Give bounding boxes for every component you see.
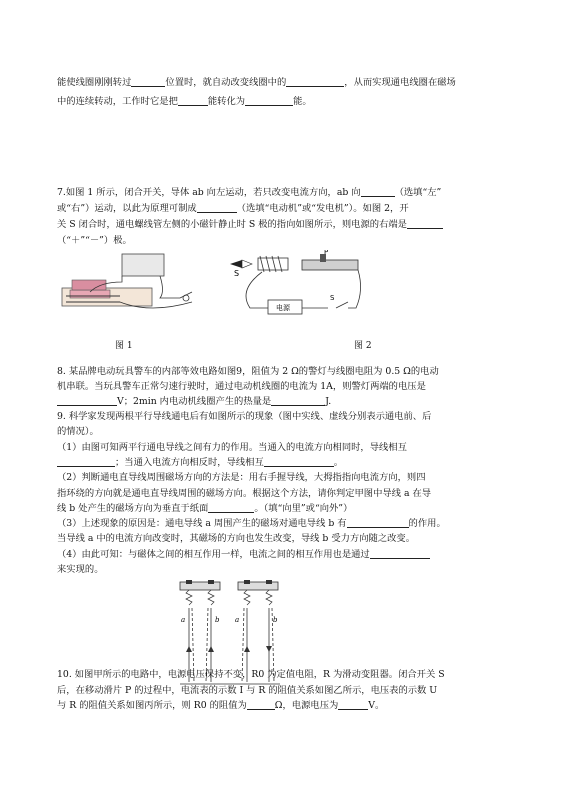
wire-a-label-2: a xyxy=(235,616,240,624)
blank xyxy=(247,699,275,710)
switch-label: S xyxy=(330,294,335,302)
text: （2）判断通电直导线周围磁场方向的方法是：用右手握导线，大拇指指向电流方向，则四 xyxy=(57,472,426,483)
blank xyxy=(208,502,254,513)
text: J. xyxy=(325,396,332,407)
q8-line-2 xyxy=(57,380,426,393)
text: 后，在移动滑片 P 的过程中，电流表的示数 I 与 R 的阻值关系如图乙所示，电压表的示数 U xyxy=(57,685,438,696)
text: ；当通入电流方向相反时，导线相互 xyxy=(115,457,264,468)
text: 的作用。 xyxy=(408,518,446,529)
q9-line-5 xyxy=(57,471,426,484)
text: V。 xyxy=(368,700,385,711)
q7-line-4 xyxy=(57,234,132,247)
q9-line-8 xyxy=(57,517,446,530)
q9-line-3 xyxy=(57,441,407,454)
figure-1-caption: 图 1 xyxy=(115,341,133,351)
blank xyxy=(131,76,165,87)
text: 与 R 的阻值关系如图丙所示，则 R0 的阻值为 xyxy=(57,700,247,711)
text: 10. 如图甲所示的电路中，电源电压保持不变，R0 为定值电阻，R 为滑动变阻器。闭合开关 S xyxy=(57,669,445,680)
q8-line-3 xyxy=(57,395,331,408)
text: （选填“电动机”或“发电机”）。如图 2，开 xyxy=(236,203,409,214)
text: （4）由此可知：与磁体之间的相互作用一样，电流之间的相互作用也是通过 xyxy=(57,549,370,560)
blank xyxy=(264,456,334,467)
text: 。 xyxy=(333,457,344,468)
compass-needle-icon xyxy=(230,260,242,268)
blank xyxy=(370,548,430,559)
power-label: 电源 xyxy=(276,304,290,312)
q9-line-9 xyxy=(57,532,415,545)
q9-line-6 xyxy=(57,487,431,500)
text: 中的连续转动，工作时它是把 xyxy=(57,96,178,107)
s-pole-label: S xyxy=(234,269,240,278)
text: 9. 科学家发现两根平行导线通电后有如图所示的现象（图中实线、虚线分别表示通电前、后 xyxy=(57,411,432,422)
text: 指环绕的方向就是通电直导线周围的磁场方向。根据这个方法，请你判定甲图中导线 a 在导 xyxy=(57,488,432,499)
text: Ω，电源电压为 xyxy=(274,700,339,711)
blank xyxy=(271,395,325,406)
top-line-1 xyxy=(57,76,456,89)
text: V；2min 内电动机线圈产生的热量是 xyxy=(117,396,272,407)
q10-line-2 xyxy=(57,684,437,697)
q7-line-1 xyxy=(57,186,441,199)
blank xyxy=(286,76,344,87)
q9-line-1 xyxy=(57,410,431,423)
blank xyxy=(347,517,409,528)
q10-line-3 xyxy=(57,699,384,712)
q9-line-10 xyxy=(57,548,430,561)
text: （“＋”“－”）极。 xyxy=(57,235,132,246)
text: 或“右”）运动，以此为原理可制成 xyxy=(57,203,197,214)
blank xyxy=(57,395,117,406)
figure-2-circuit xyxy=(228,250,368,326)
text: （1）由图可知两平行通电导线之间有力的作用。当通入的电流方向相同时，导线相互 xyxy=(57,442,407,453)
text: 当导线 a 中的电流方向改变时，其磁场的方向也发生改变，导线 b 受力方向随之改变。 xyxy=(57,533,416,544)
figure-1-apparatus xyxy=(60,252,200,322)
blank xyxy=(245,95,293,106)
q8-line-1 xyxy=(57,365,439,378)
text: 能转化为 xyxy=(207,96,246,107)
q9-line-4 xyxy=(57,456,343,469)
text: 8. 某品牌电动玩具警车的内部等效电路如图9，阻值为 2 Ω的警灯与线圈电阻为 0.5 Ω的电动 xyxy=(57,366,439,377)
blank xyxy=(197,202,237,213)
p-label: P xyxy=(324,250,329,256)
wire-a-label: a xyxy=(181,616,186,624)
text: 能使线圈刚刚转过 xyxy=(57,77,132,88)
blank xyxy=(57,456,115,467)
top-line-2 xyxy=(57,95,312,108)
q9-line-7 xyxy=(57,502,352,515)
blank xyxy=(178,95,208,106)
text: 机串联。当玩具警车正常匀速行驶时，通过电动机线圈的电流为 1A，则警灯两端的电压是 xyxy=(57,381,426,392)
text: （选填“左” xyxy=(394,187,442,198)
wire-b-label-2: b xyxy=(273,616,278,624)
text: 关 S 闭合时，通电螺线管左侧的小磁针静止时 S 极的指向如图所示，则电源的右端是 xyxy=(57,219,407,230)
text: 7.如图 1 所示，闭合开关，导体 ab 向左运动，若只改变电流方向，ab 向 xyxy=(57,187,361,198)
blank xyxy=(361,186,395,197)
text: 来实现的。 xyxy=(57,564,104,575)
blank xyxy=(338,699,368,710)
q9-line-11 xyxy=(57,563,104,576)
q9-line-2 xyxy=(57,425,99,438)
q7-line-2 xyxy=(57,202,409,215)
text: 的情况）。 xyxy=(57,426,99,437)
blank xyxy=(407,218,443,229)
q10-line-1 xyxy=(57,668,445,681)
text: 能。 xyxy=(293,96,312,107)
wire-b-label: b xyxy=(215,616,220,624)
q7-line-3 xyxy=(57,218,443,231)
text: （3）上述现象的原因是：通电导线 a 周围产生的磁场对通电导线 b 有 xyxy=(57,518,347,529)
text: 。（填“向里”或“向外”） xyxy=(254,503,353,514)
figure-2-caption: 图 2 xyxy=(354,341,372,351)
text: 位置时，就自动改变线圈中的 xyxy=(165,77,287,88)
text: 线 b 处产生的磁场方向为垂直于纸面 xyxy=(57,503,209,514)
text: ，从而实现通电线圈在磁场 xyxy=(344,77,456,88)
